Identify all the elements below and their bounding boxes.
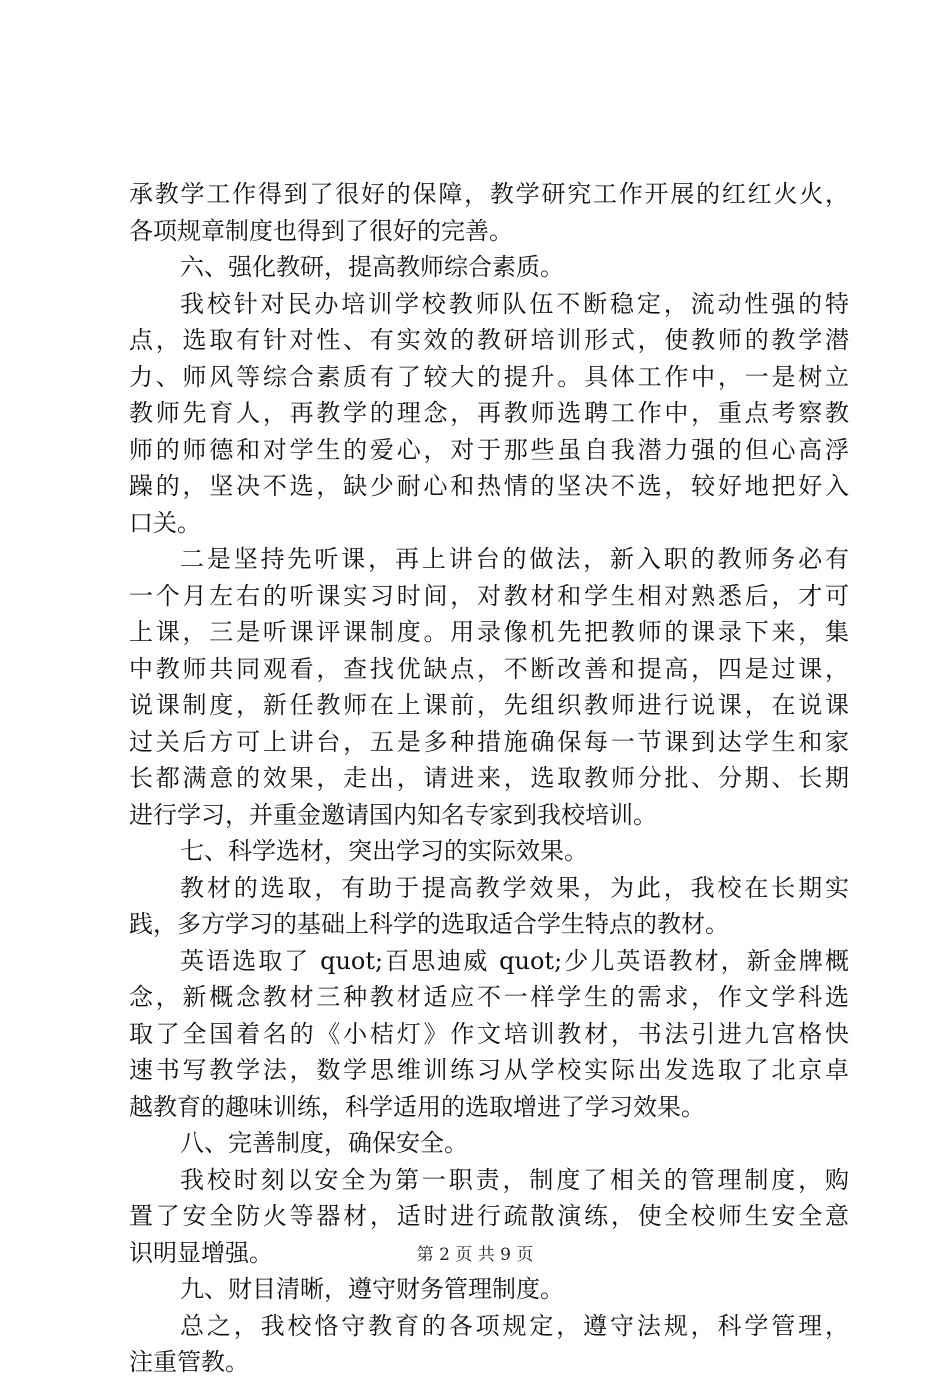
text-line: 躁的，坚决不选，缺少耐心和热情的坚决不选，较好地把好入 bbox=[129, 472, 849, 500]
text-line: 总之，我校恪守教育的各项规定，遵守法规，科学管理， bbox=[180, 1311, 849, 1340]
document-body bbox=[129, 176, 849, 1381]
text-line: 取了全国着名的《小桔灯》作文培训教材，书法引进九宫格快 bbox=[129, 1019, 849, 1048]
text-line: 长都满意的效果，走出，请进来，选取教师分批、分期、长期 bbox=[129, 764, 849, 792]
text-line: 力、师风等综合素质有了较大的提升。具体工作中，一是树立 bbox=[129, 362, 849, 391]
text-line: 注重管教。 bbox=[129, 1348, 249, 1376]
text-line: 念，新概念教材三种教材适应不一样学生的需求，作文学科选 bbox=[129, 983, 849, 1011]
text-line: 识明显增强。 bbox=[129, 1238, 273, 1267]
text-line: 越教育的趣味训练，科学适用的选取增进了学习效果。 bbox=[129, 1092, 705, 1121]
text-line: 九、财目清晰，遵守财务管理制度。 bbox=[180, 1275, 564, 1303]
text-line: 我校时刻以安全为第一职责，制度了相关的管理制度，购 bbox=[180, 1165, 849, 1194]
text-line: 六、强化教研，提高教师综合素质。 bbox=[180, 253, 564, 281]
text-line: 速书写教学法，数学思维训练习从学校实际出发选取了北京卓 bbox=[129, 1056, 849, 1084]
text-line: 置了安全防火等器材，适时进行疏散演练，使全校师生安全意 bbox=[129, 1202, 849, 1230]
page-number-footer: 第 2 页 共 9 页 bbox=[416, 1245, 534, 1265]
text-line: 教师先育人，再教学的理念，再教师选聘工作中，重点考察教 bbox=[129, 399, 849, 427]
text-line: 师的师德和对学生的爱心，对于那些虽自我潜力强的但心高浮 bbox=[129, 435, 849, 464]
text-line: 进行学习，并重金邀请国内知名专家到我校培训。 bbox=[129, 800, 657, 829]
text-line: 各项规章制度也得到了很好的完善。 bbox=[129, 216, 513, 245]
text-line: 口关。 bbox=[129, 508, 201, 537]
text-line: 二是坚持先听课，再上讲台的做法，新入职的教师务必有 bbox=[180, 545, 849, 573]
text-line: 八、完善制度，确保安全。 bbox=[180, 1129, 468, 1157]
text-line: 七、科学选材，突出学习的实际效果。 bbox=[180, 837, 588, 865]
text-line: 过关后方可上讲台，五是多种措施确保每一节课到达学生和家 bbox=[129, 727, 849, 756]
text-line: 践，多方学习的基础上科学的选取适合学生特点的教材。 bbox=[129, 910, 729, 938]
text-line: 说课制度，新任教师在上课前，先组织教师进行说课，在说课 bbox=[129, 691, 849, 719]
text-line: 承教学工作得到了很好的保障，教学研究工作开展的红红火火， bbox=[129, 180, 849, 208]
text-line: 中教师共同观看，查找优缺点，不断改善和提高，四是过课， bbox=[129, 654, 849, 683]
text-line: 点，选取有针对性、有实效的教研培训形式，使教师的教学潜 bbox=[129, 326, 849, 354]
text-line: 我校针对民办培训学校教师队伍不断稳定，流动性强的特 bbox=[180, 289, 849, 318]
text-line: 英语选取了 quot;百思迪威 quot;少儿英语教材，新金牌概 bbox=[180, 946, 849, 975]
text-line: 教材的选取，有助于提高教学效果，为此，我校在长期实 bbox=[180, 873, 849, 902]
text-line: 上课，三是听课评课制度。用录像机先把教师的课录下来，集 bbox=[129, 618, 849, 646]
text-line: 一个月左右的听课实习时间，对教材和学生相对熟悉后，才可 bbox=[129, 581, 849, 610]
